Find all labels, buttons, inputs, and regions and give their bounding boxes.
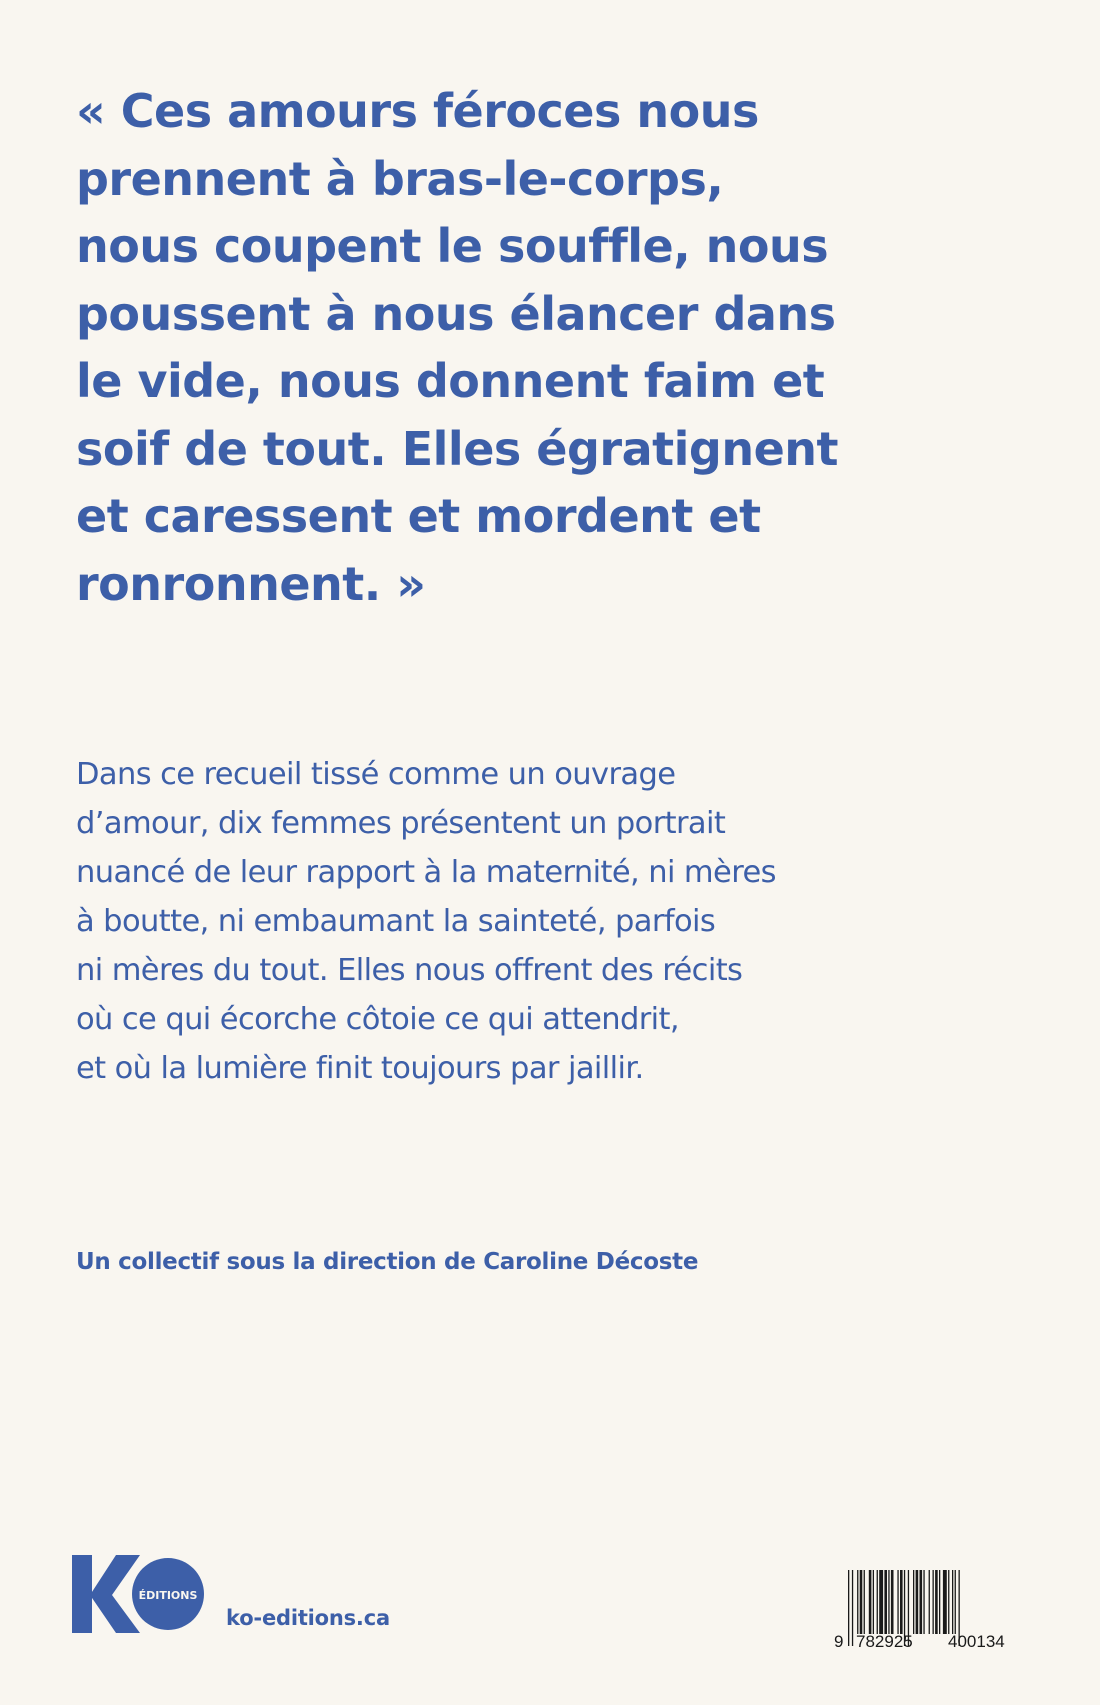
editor-credit: Un collectif sous la direction de Caroline Décoste	[76, 1249, 699, 1275]
quote-line: ronronnent. »	[76, 556, 426, 611]
barcode-bar	[923, 1570, 924, 1634]
barcode-bar	[920, 1570, 923, 1634]
quote-line: poussent à nous élancer dans	[76, 286, 836, 341]
ko-editions-logo	[72, 1555, 204, 1633]
isbn-digit-first: 9	[834, 1632, 844, 1651]
barcode-bar	[935, 1570, 938, 1634]
barcode-bar	[852, 1570, 853, 1646]
barcode-bar	[943, 1570, 947, 1634]
quote-line: soif de tout. Elles égratignent	[76, 421, 839, 476]
barcode-bar	[952, 1570, 953, 1634]
logo-subtext: ÉDITIONS	[138, 1589, 198, 1602]
book-description	[76, 750, 836, 1093]
barcode-bar	[939, 1570, 940, 1634]
quote-line: « Ces amours féroces nous	[76, 84, 759, 138]
description-line: nuancé de leur rapport à la maternité, ni mères	[76, 855, 776, 890]
description-line: où ce qui écorche côtoie ce qui attendrit,	[76, 1002, 679, 1037]
barcode-bar	[879, 1570, 883, 1634]
barcode-bar	[864, 1570, 865, 1634]
description-line: à boutte, ni embaumant la sainteté, parfois	[76, 904, 716, 939]
barcode-bar	[873, 1570, 874, 1634]
barcode-bar	[948, 1570, 949, 1634]
isbn-digits-right: 400134	[948, 1632, 1005, 1651]
description-line: d’amour, dix femmes présentent un portrait	[76, 806, 726, 841]
quote-line: prennent à bras-le-corps,	[76, 151, 724, 206]
barcode-bar	[888, 1570, 889, 1634]
barcode-bar	[891, 1570, 894, 1634]
barcode-bar	[900, 1570, 903, 1634]
description-line: Dans ce recueil tissé comme un ouvrage	[76, 757, 676, 792]
barcode-bar	[916, 1570, 919, 1634]
description-line: et où la lumière finit toujours par jaillir.	[76, 1051, 644, 1086]
barcode-bar	[933, 1570, 934, 1634]
barcode-bar	[929, 1570, 930, 1634]
barcode-bar	[913, 1570, 914, 1634]
barcode-bar	[848, 1570, 849, 1646]
barcode-bar	[897, 1570, 898, 1634]
quote-line: le vide, nous donnent faim et	[76, 354, 825, 408]
quote-line: nous coupent le souffle, nous	[76, 219, 829, 273]
back-cover-quote	[76, 78, 876, 618]
description-line: ni mères du tout. Elles nous offrent des récits	[76, 953, 743, 988]
barcode-bar	[869, 1570, 872, 1634]
quote-line: et caressent et mordent et	[76, 489, 761, 543]
barcode-bar	[884, 1570, 887, 1634]
isbn-digits-left: 782925	[856, 1632, 913, 1651]
barcode-bar	[877, 1570, 878, 1634]
barcode-bar	[955, 1570, 956, 1634]
barcode-bar	[860, 1570, 863, 1634]
publisher-website: ko-editions.ca	[226, 1606, 390, 1630]
barcode-bar	[857, 1570, 858, 1634]
